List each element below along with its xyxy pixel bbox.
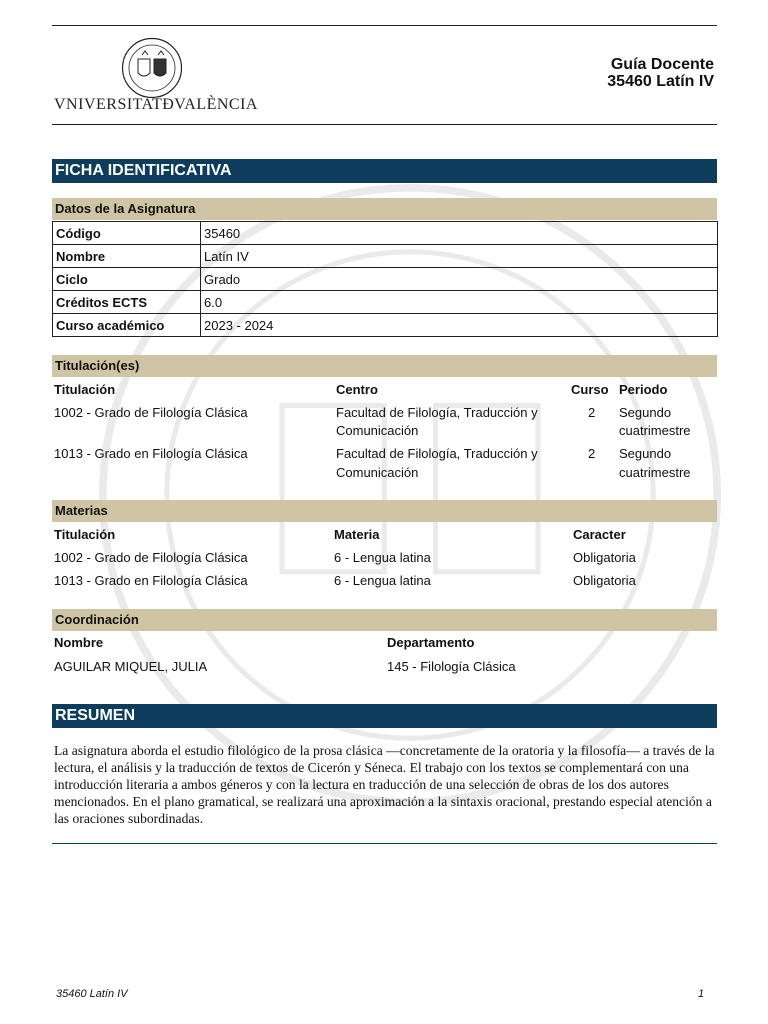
periodo-1-line2: cuatrimestre xyxy=(619,423,691,438)
footer-course: 35460 Latín IV xyxy=(56,988,128,1000)
col-materia: Materia xyxy=(334,527,380,542)
curso-1: 2 xyxy=(588,405,596,420)
section-resumen-title: RESUMEN xyxy=(52,704,717,728)
centro-2-line1: Facultad de Filología, Traducción y xyxy=(336,446,538,461)
row-value: Grado xyxy=(201,268,718,291)
table-row xyxy=(53,222,718,245)
datos-heading: Datos de la Asignatura xyxy=(52,198,717,220)
periodo-2-line2: cuatrimestre xyxy=(619,465,691,480)
section-ficha-title: FICHA IDENTIFICATIVA xyxy=(52,159,717,183)
coordinacion-heading: Coordinación xyxy=(52,609,717,631)
document-title xyxy=(607,56,714,90)
col-caracter: Caracter xyxy=(573,527,626,542)
institution-wordmark: VNIVERSITATÐVALÈNCIA xyxy=(54,96,258,113)
coordinator-department: 145 - Filología Clásica xyxy=(387,659,516,674)
caracter-1: Obligatoria xyxy=(573,550,636,565)
datos-table xyxy=(52,221,718,337)
col-curso: Curso xyxy=(571,382,609,397)
table-row xyxy=(53,245,718,268)
centro-1-line1: Facultad de Filología, Traducción y xyxy=(336,405,538,420)
curso-2: 2 xyxy=(588,446,596,461)
coordinator-name: AGUILAR MIQUEL, JULIA xyxy=(54,659,208,674)
centro-1-line2: Comunicación xyxy=(336,423,419,438)
row-key: Créditos ECTS xyxy=(53,291,201,314)
materia-titulacion-1: 1002 - Grado de Filología Clásica xyxy=(54,550,248,565)
col-departamento: Departamento xyxy=(387,635,475,650)
periodo-1-line1: Segundo xyxy=(619,405,672,420)
row-value: 6.0 xyxy=(201,291,718,314)
col-titulacion: Titulación xyxy=(54,382,116,397)
row-key: Nombre xyxy=(53,245,201,268)
materia-2: 6 - Lengua latina xyxy=(334,573,431,588)
header-rule xyxy=(52,124,717,125)
centro-2-line2: Comunicación xyxy=(336,465,419,480)
titulaciones-heading: Titulación(es) xyxy=(52,355,717,377)
periodo-2-line1: Segundo xyxy=(619,446,672,461)
table-row xyxy=(53,268,718,291)
table-row xyxy=(53,291,718,314)
col-titulacion: Titulación xyxy=(54,527,116,542)
col-centro: Centro xyxy=(336,382,378,397)
row-key: Código xyxy=(53,222,201,245)
resumen-text: La asignatura aborda el estudio filológico de la prosa clásica —concretamente de la oratoria y la filosofía— a través de la lectura, el análisis y la traducción de textos de Cicerón y Séneca. El trabajo con los textos se complementará con una introducción literaria a ambos géneros y con la lectura en traducción de una selección de obras de los dos autores mencionados. En el plano gramatical, se realizará una aproximación a la sintaxis oracional, prestando especial atención a las oraciones subordinadas. xyxy=(54,743,715,826)
guide-title: Guía Docente xyxy=(610,56,714,73)
table-row xyxy=(53,314,718,337)
row-key: Curso académico xyxy=(53,314,201,337)
materias-heading: Materias xyxy=(52,500,717,522)
col-periodo: Periodo xyxy=(619,382,668,397)
resumen-rule xyxy=(52,843,717,844)
row-key: Ciclo xyxy=(53,268,201,291)
course-title: 35460 Latín IV xyxy=(607,73,714,90)
col-nombre: Nombre xyxy=(54,635,104,650)
materia-1: 6 - Lengua latina xyxy=(334,550,431,565)
row-value: 2023 - 2024 xyxy=(201,314,718,337)
top-rule xyxy=(52,25,717,26)
row-value: 35460 xyxy=(201,222,718,245)
university-seal-logo xyxy=(121,37,183,99)
caracter-2: Obligatoria xyxy=(573,573,636,588)
page-number: 1 xyxy=(698,988,705,1000)
titulacion-2: 1013 - Grado en Filología Clásica xyxy=(54,446,248,461)
materia-titulacion-2: 1013 - Grado en Filología Clásica xyxy=(54,573,248,588)
row-value: Latín IV xyxy=(201,245,718,268)
titulacion-1: 1002 - Grado de Filología Clásica xyxy=(54,405,248,420)
